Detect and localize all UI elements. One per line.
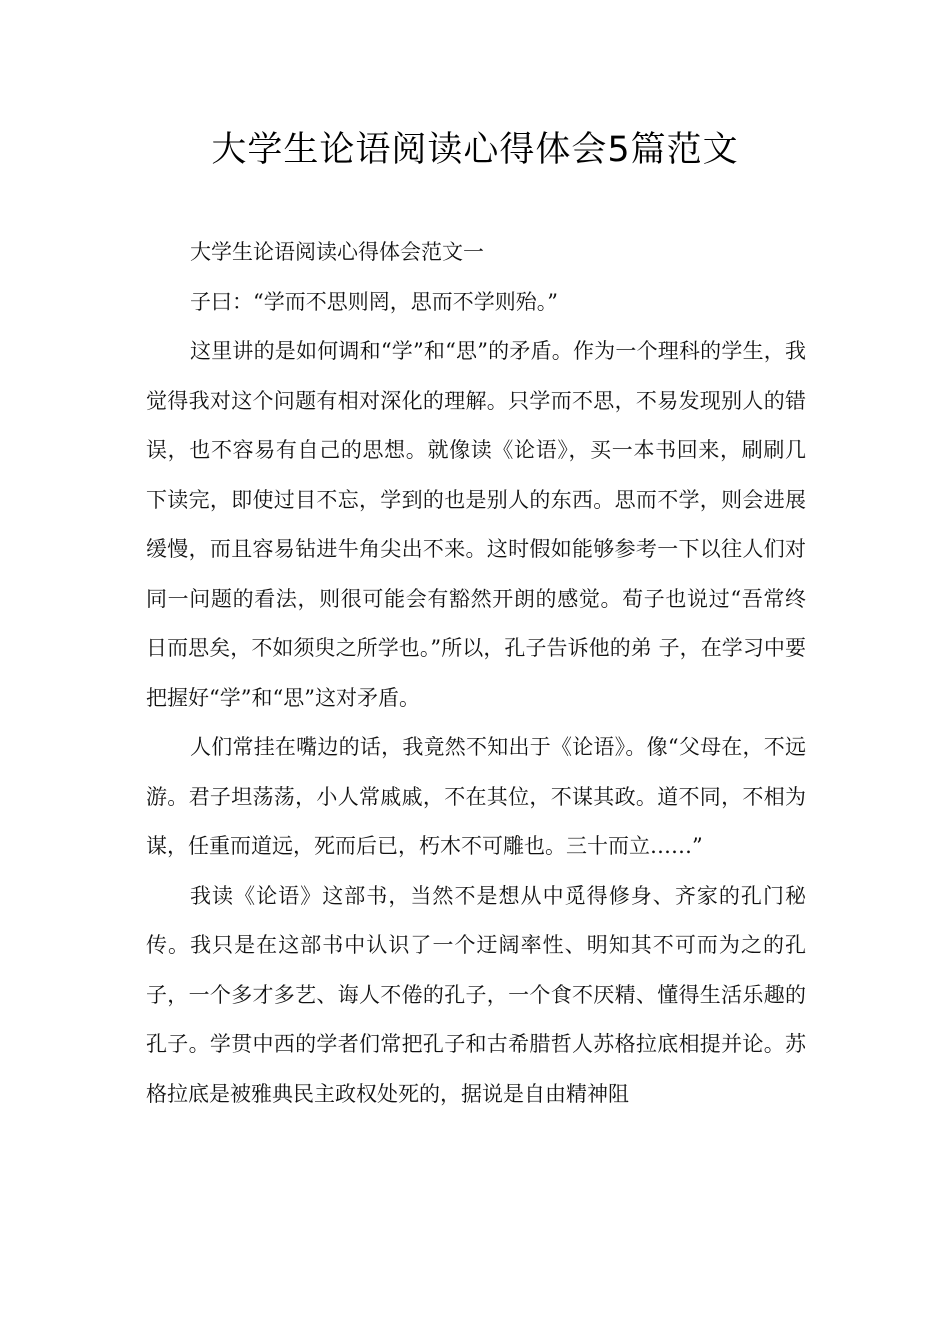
document-body [146,228,806,1119]
section-heading: 大学生论语阅读心得体会范文一 [190,240,484,264]
paragraph-1: 这里讲的是如何调和“学”和“思”的矛盾。作为一个理科的学生，我觉得我对这个问题有相对深化的理解。只学而不思，不易发现别人的错误，也不容易有自己的思想。就像读《论语》，买一本书回来，刷刷几下读完，即使过目不忘，学到的也是别人的东西。思而不学，则会进展缓慢，而且容易钻进牛角尖出不来。这时假如能够参考一下以往人们对同一问题的看法，则很可能会有豁然开朗的感觉。荀子也说过“吾常终日而思矣，不如须臾之所学也。”所以，孔子告诉他的弟 子，在学习中要把握好“学”和“思”这对矛盾。 [146,339,806,710]
paragraph-3: 我读《论语》这部书，当然不是想从中觅得修身、齐家的孔门秘传。我只是在这部书中认识了一个迂阔率性、明知其不可而为之的孔子，一个多才多艺、诲人不倦的孔子，一个食不厌精、懂得生活乐趣的孔子。学贯中西的学者们常把孔子和古希腊哲人苏格拉底相提并论。苏格拉底是被雅典民主政权处死的，据说是自由精神阻 [146,883,806,1106]
quote-line: 子曰：“学而不思则罔，思而不学则殆。” [190,289,558,314]
paragraph-2: 人们常挂在嘴边的话，我竟然不知出于《论语》。像“父母在，不远游。君子坦荡荡，小人常戚戚，不在其位，不谋其政。道不同，不相为谋，任重而道远，死而后已，朽木不可雕也。三十而立……” [146,735,806,858]
document-title: 大学生论语阅读心得体会5篇范文 [211,130,739,170]
